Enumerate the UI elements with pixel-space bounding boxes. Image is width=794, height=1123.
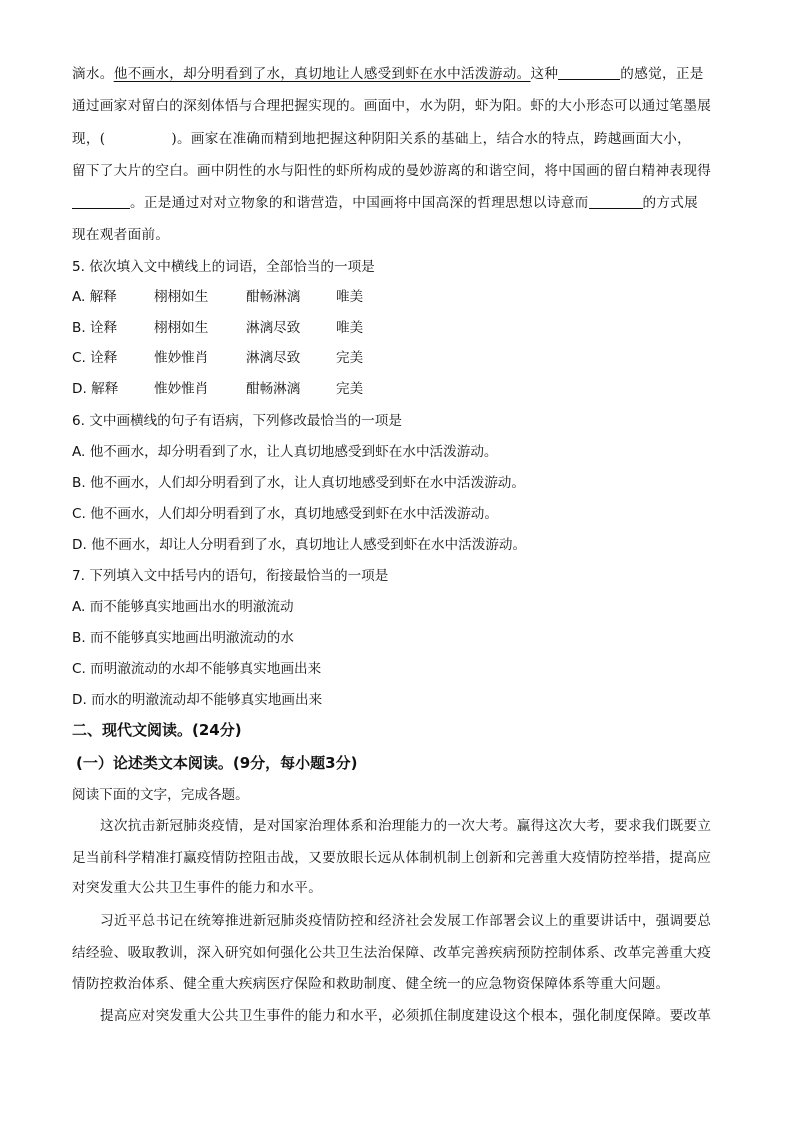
reading-instruction: 阅读下面的文字，完成各题。 [72, 787, 249, 803]
passage-text: 这种 [530, 66, 559, 82]
option-letter: C. [72, 506, 86, 522]
question-7-option-a[interactable] [72, 597, 294, 617]
option-text: 他不画水，人们却分明看到了水，让人真切地感受到虾在水中活泼游动。 [89, 475, 525, 491]
section-2-title: 二、现代文阅读。(24分) [72, 721, 242, 739]
option-word: 完美 [336, 381, 364, 397]
option-text: 而不能够真实地画出水的明澈流动 [89, 599, 294, 615]
article-p1-line-1: 这次抗击新冠肺炎疫情，是对国家治理体系和治理能力的一次大考。赢得这次大考，要求我们既要立 [100, 818, 712, 834]
option-text: 而不能够真实地画出明澈流动的水 [89, 630, 294, 646]
passage-line-4 [72, 161, 711, 181]
option-word: 惟妙惟肖 [154, 350, 209, 366]
option-letter: B. [72, 630, 86, 646]
option-text: 他不画水，人们却分明看到了水，真切地感受到虾在水中活泼游动。 [90, 506, 498, 522]
option-letter: C. [72, 661, 86, 677]
option-text: 而水的明澈流动却不能够真实地画出来 [91, 692, 323, 708]
option-word: 唯美 [336, 289, 364, 305]
option-letter: D. [72, 381, 87, 397]
question-5-option-b[interactable] [72, 318, 363, 338]
passage-text: 滴水。 [72, 66, 114, 82]
option-text: 而明澈流动的水却不能够真实地画出来 [90, 661, 322, 677]
passage-line-2 [72, 96, 711, 116]
option-letter: D. [72, 537, 87, 553]
question-6-option-a[interactable] [72, 442, 498, 462]
passage-text: 通过画家对留白的深刻体悟与合理把握实现的。画面中，水为阴，虾为阳。虾的大小形态可以通过笔墨展 [72, 98, 712, 114]
answer-blank-2[interactable] [72, 194, 130, 209]
passage-line-1 [72, 64, 704, 84]
option-word: 完美 [336, 350, 364, 366]
passage-text: 。正是通过对对立物象的和谐营造，中国画将中国高深的哲理思想以诗意而 [130, 195, 589, 211]
subsection-1-title: (一）论述类文本阅读。(9分，每小题3分) [76, 754, 358, 772]
passage-text: 的感觉，正是 [620, 66, 704, 82]
passage-line-5 [72, 193, 698, 213]
option-word: 淋漓尽致 [246, 320, 301, 336]
question-7-option-c[interactable] [72, 659, 321, 679]
question-6-stem: 6. 文中画横线的句子有语病，下列修改最恰当的一项是 [72, 413, 402, 429]
passage-text: 现，( [72, 131, 106, 147]
option-letter: A. [72, 289, 86, 305]
passage-text: 现在观者面前。 [72, 227, 170, 243]
option-letter: C. [72, 350, 86, 366]
option-letter: B. [72, 475, 86, 491]
option-letter: B. [72, 320, 86, 336]
option-word: 惟妙惟肖 [154, 381, 209, 397]
option-text: 他不画水，却让人分明看到了水，真切地让人感受到虾在水中活泼游动。 [91, 537, 527, 553]
passage-text: 留下了大片的空白。画中阴性的水与阳性的虾所构成的曼妙游离的和谐空间，将中国画的留白精神表现得 [72, 163, 712, 179]
article-p1-line-3: 对突发重大公共卫生事件的能力和水平。 [72, 880, 323, 896]
option-word: 栩栩如生 [154, 320, 209, 336]
question-5-option-a[interactable] [72, 287, 363, 307]
option-word: 酣畅淋漓 [246, 381, 301, 397]
option-word: 唯美 [336, 320, 364, 336]
option-letter: D. [72, 692, 87, 708]
option-letter: A. [72, 444, 86, 460]
article-p2-line-3: 情防控救治体系、健全重大疾病医疗保险和救助制度、健全统一的应急物资保障体系等重大问题。 [72, 976, 670, 992]
question-7-option-d[interactable] [72, 690, 322, 710]
article-p2-line-1: 习近平总书记在统筹推进新冠肺炎疫情防控和经济社会发展工作部署会议上的重要讲话中，强调要总 [100, 913, 712, 929]
answer-blank-3[interactable] [589, 194, 643, 209]
answer-blank-1[interactable] [558, 65, 620, 80]
option-letter: A. [72, 599, 86, 615]
underlined-sentence: 他不画水，却分明看到了水，真切地让人感受到虾在水中活泼游动。 [113, 66, 531, 82]
question-6-option-b[interactable] [72, 473, 525, 493]
article-p2-line-2: 结经验、吸取教训，深入研究如何强化公共卫生法治保障、改革完善疾病预防控制体系、改革完善重大疫 [72, 945, 712, 961]
question-5-option-d[interactable] [72, 379, 363, 399]
passage-line-3 [72, 129, 691, 149]
option-word: 栩栩如生 [154, 289, 209, 305]
question-6-option-d[interactable] [72, 535, 526, 555]
option-word: 解释 [89, 289, 117, 305]
option-word: 酣畅淋漓 [246, 289, 301, 305]
option-word: 诠释 [90, 350, 118, 366]
question-7-stem: 7. 下列填入文中括号内的语句，衔接最恰当的一项是 [72, 568, 389, 584]
passage-text: )。画家在准确而精到地把握这种阴阳关系的基础上，结合水的特点，跨越画面大小， [171, 131, 692, 147]
option-word: 淋漓尽致 [246, 350, 301, 366]
passage-line-6 [72, 225, 169, 245]
option-text: 他不画水，却分明看到了水，让人真切地感受到虾在水中活泼游动。 [89, 444, 498, 460]
passage-text: 的方式展 [642, 195, 699, 211]
question-7-option-b[interactable] [72, 628, 294, 648]
question-6-option-c[interactable] [72, 504, 498, 524]
article-p1-line-2: 足当前科学精准打赢疫情防控阻击战，又要放眼长远从体制机制上创新和完善重大疫情防控举措，提高应 [72, 850, 712, 866]
question-5-option-c[interactable] [72, 348, 363, 368]
option-word: 诠释 [89, 320, 118, 336]
option-word: 解释 [91, 381, 119, 397]
question-5-stem: 5. 依次填入文中横线上的词语，全部恰当的一项是 [72, 259, 375, 275]
article-p3-line-1: 提高应对突发重大公共卫生事件的能力和水平，必须抓住制度建设这个根本，强化制度保障。要改革 [100, 1008, 712, 1024]
